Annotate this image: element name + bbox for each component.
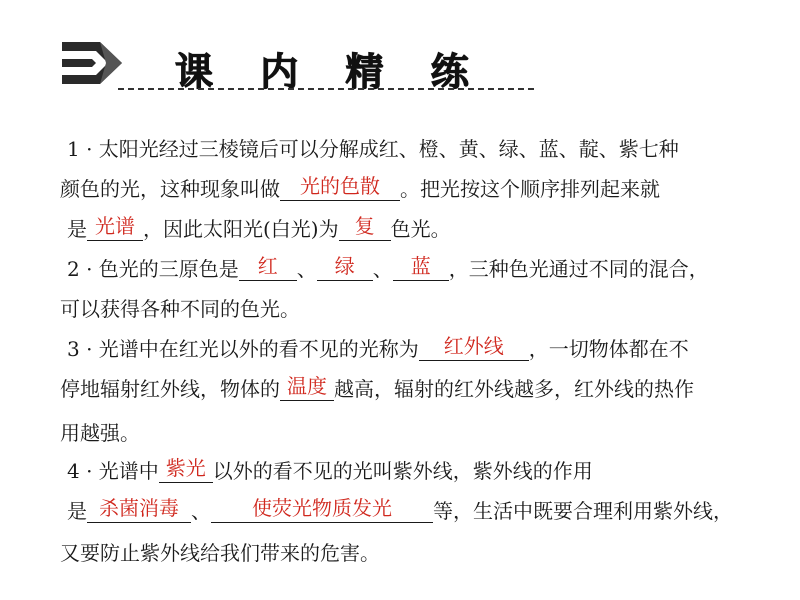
q1-answer-2: 光谱 [95, 214, 135, 238]
q1-blank-2 [87, 216, 143, 241]
q1-blank-1 [280, 176, 400, 201]
q3-text: ，一切物体都在不 [528, 337, 689, 361]
q4-answer-1: 紫光 [165, 456, 206, 480]
q2-separator: 、 [296, 257, 317, 281]
q3-answer-2: 温度 [287, 374, 327, 398]
q4-blank-1 [159, 458, 213, 483]
q1-answer-3: 复 [354, 214, 375, 238]
q1-line2 [60, 176, 780, 202]
q1-text: 。把光按这个顺序排列起来就 [400, 177, 660, 201]
q2-line2: 可以获得各种不同的色光。 [60, 297, 300, 321]
q4-line2 [67, 498, 787, 524]
q4-blank-2 [87, 498, 191, 523]
q4-text: 4 · 光谱中 [67, 459, 159, 483]
q2-blank-3 [393, 256, 449, 281]
q2-answer-1: 红 [257, 254, 278, 278]
q3-answer-1: 红外线 [443, 334, 504, 358]
q4-text: 以外的看不见的光叫紫外线，紫外线的作用 [212, 459, 593, 483]
page-title: 课 内 精 练 [175, 50, 486, 94]
q2-blank-2 [317, 256, 373, 281]
q1-text: 色光。 [390, 217, 451, 241]
q3-blank-1 [419, 336, 529, 361]
q3-text: 3 · 光谱中在红光以外的看不见的光称为 [67, 337, 419, 361]
q1-line3 [67, 216, 787, 242]
q4-text: 等，生活中既要合理利用紫外线， [433, 499, 733, 523]
q2-separator: 、 [372, 257, 393, 281]
q1-blank-3 [339, 216, 391, 241]
q2-text: 2 · 色光的三原色是 [67, 257, 239, 281]
q1-line1: 1 · 太阳光经过三棱镜后可以分解成红、橙、黄、绿、蓝、靛、紫七种 [67, 137, 679, 161]
q3-line1 [67, 336, 787, 362]
q2-answer-2: 绿 [334, 254, 355, 278]
q2-line1 [67, 256, 787, 282]
q4-answer-3: 使荧光物质发光 [252, 496, 392, 520]
q4-line3: 又要防止紫外线给我们带来的危害。 [60, 541, 380, 565]
q4-blank-3 [211, 498, 433, 523]
q4-text: 是 [67, 499, 87, 523]
q2-text: ，三种色光通过不同的混合， [448, 257, 709, 281]
q3-line3: 用越强。 [60, 421, 140, 445]
q3-blank-2 [280, 376, 334, 401]
q4-answer-2: 杀菌消毒 [99, 496, 179, 520]
q4-separator: 、 [191, 499, 211, 523]
q1-answer-1: 光的色散 [300, 174, 380, 198]
q1-text: 颜色的光，这种现象叫做 [60, 177, 280, 201]
q4-line1 [67, 458, 787, 484]
q3-text: 停地辐射红外线，物体的 [60, 377, 280, 401]
q2-answer-3: 蓝 [410, 254, 431, 278]
q2-blank-1 [239, 256, 297, 281]
q3-text: 越高，辐射的红外线越多，红外线的热作 [334, 377, 694, 401]
q3-line2 [60, 376, 780, 402]
q1-text: 是 [67, 217, 87, 241]
q1-text: ，因此太阳光(白光)为 [143, 217, 339, 241]
